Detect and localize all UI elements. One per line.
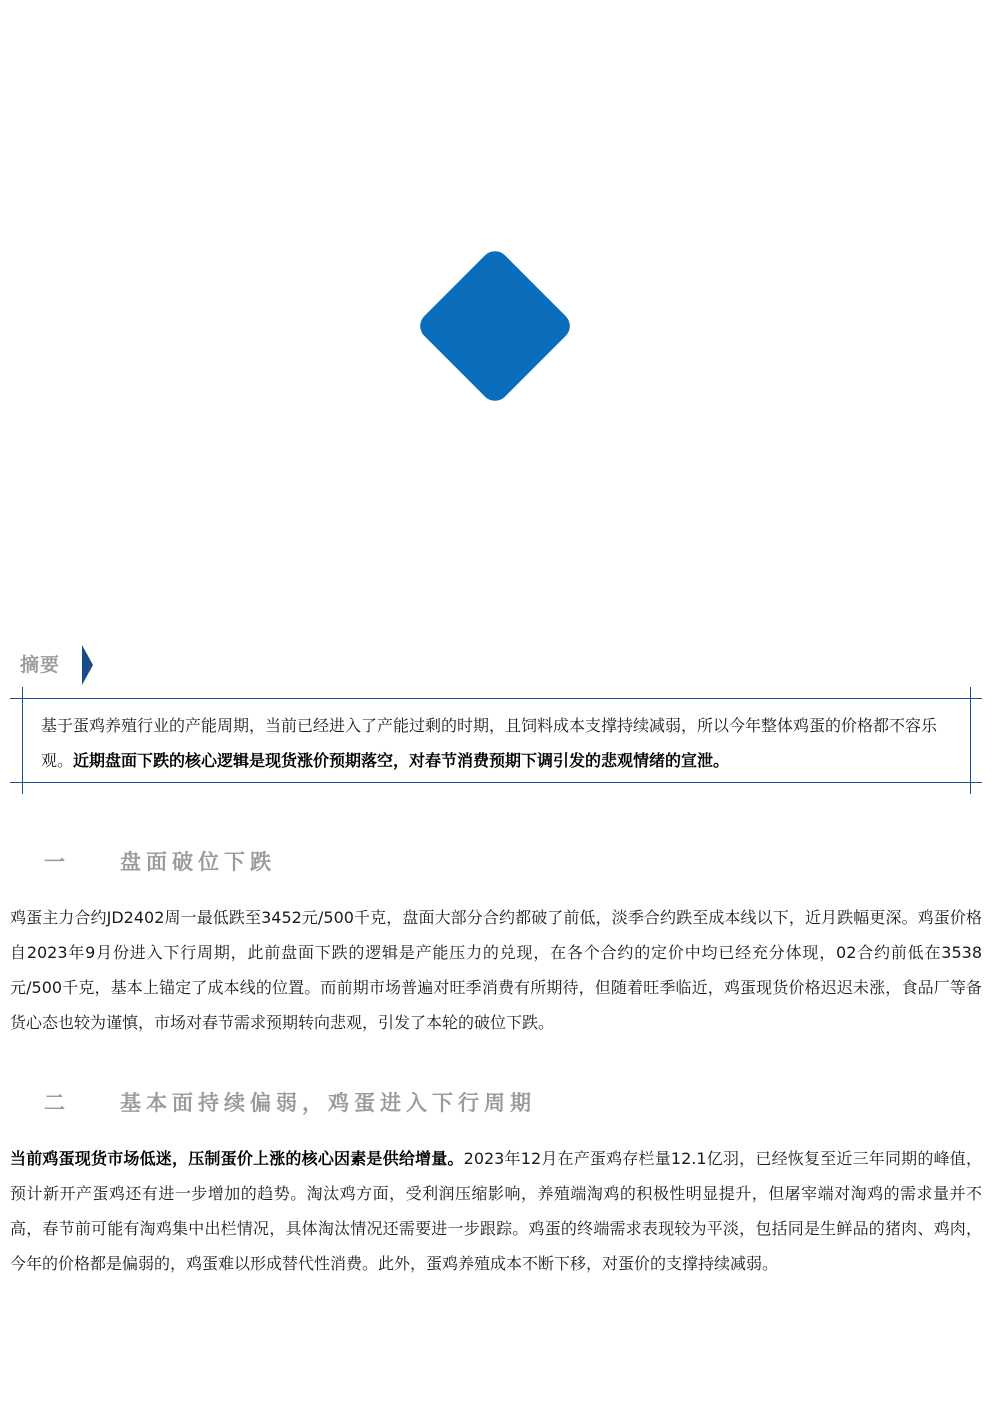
abstract-box xyxy=(10,696,982,784)
section-1-paragraph: 鸡蛋主力合约JD2402周一最低跌至3452元/500千克，盘面大部分合约都破了前低，淡季合约跌至成本线以下，近月跌幅更深。鸡蛋价格自2023年9月份进入下行周期，此前盘面下跌的逻辑是产能压力的兑现，在各个合约的定价中均已经充分体现，02合约前低在3538元/500千克，基本上锚定了成本线的位置。而前期市场普遍对旺季消费有所期待，但随着旺季临近，鸡蛋现货价格迟迟未涨，食品厂等备货心态也较为谨慎，市场对春节需求预期转向悲观，引发了本轮的破位下跌。 xyxy=(10,908,982,1032)
section-title: 基本面持续偏弱，鸡蛋进入下行周期 xyxy=(120,1091,536,1115)
abstract-bottom-rule xyxy=(10,782,982,783)
abstract-label: 摘要 xyxy=(20,654,61,676)
section-number: 一 xyxy=(44,850,65,874)
section-heading-2 xyxy=(44,1087,536,1117)
section-heading-1 xyxy=(44,846,276,876)
abstract-right-rule xyxy=(970,687,971,794)
section-2-paragraph xyxy=(10,1141,982,1281)
abstract-left-rule xyxy=(22,687,23,794)
abstract-text-bold: 近期盘面下跌的核心逻辑是现货涨价预期落空，对春节消费预期下调引发的悲观情绪的宣泄。 xyxy=(73,751,730,770)
arrow-right-icon xyxy=(82,645,93,685)
section-2-lead-bold: 当前鸡蛋现货市场低迷，压制蛋价上涨的核心因素是供给增量。 xyxy=(10,1149,464,1168)
section-number: 二 xyxy=(44,1091,65,1115)
section-title: 盘面破位下跌 xyxy=(120,850,276,874)
section-2-body: 2023年12月在产蛋鸡存栏量12.1亿羽，已经恢复至近三年同期的峰值，预计新开产蛋鸡还有进一步增加的趋势。淘汰鸡方面，受利润压缩影响，养殖端淘鸡的积极性明显提升，但屠宰端对淘鸡的需求量并不高，春节前可能有淘鸡集中出栏情况，具体淘汰情况还需要进一步跟踪。鸡蛋的终端需求表现较为平淡，包括同是生鲜品的猪肉、鸡肉，今年的价格都是偏弱的，鸡蛋难以形成替代性消费。此外，蛋鸡养殖成本不断下移，对蛋价的支撑持续减弱。 xyxy=(10,1149,982,1273)
abstract-text-plain: 基于蛋鸡养殖行业的产能周期，当前已经进入了产能过剩的时期，且饲料成本支撑持续减弱，所以今年整体鸡蛋的价格都不容乐观。 xyxy=(41,716,938,770)
abstract-top-rule xyxy=(10,698,982,699)
abstract-text xyxy=(41,708,961,778)
logo-diamond-icon xyxy=(414,245,575,406)
